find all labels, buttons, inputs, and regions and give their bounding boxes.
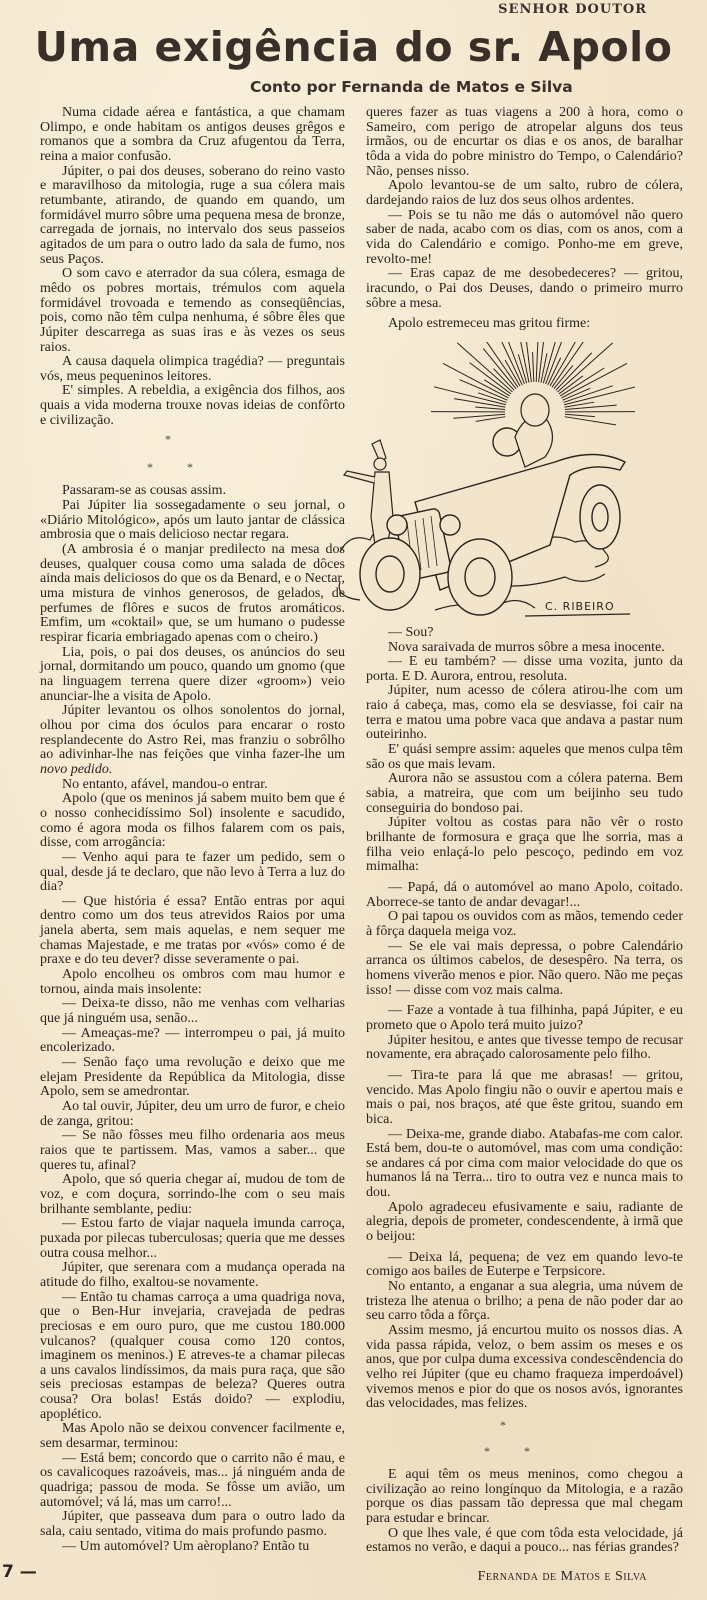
- sun-ray: [476, 417, 506, 422]
- paragraph: [40, 646, 345, 705]
- paragraph-text: Júpiter, num acesso de cólera atirou-lhe com um raio á cabeça, mas, como ela se desviasse, foi cair na terra e matou uma pobre vaca que andava a pastar num outeirinho.: [366, 683, 683, 743]
- paragraph-text: — Um automóvel? Um aèroplano? Então tu: [62, 1538, 310, 1554]
- paragraph: [40, 165, 345, 268]
- paragraph-text: — Pois se tu não me dás o automóvel não quero saber de nada, acabo com os dias, com os anos, com a vida do Calendário e comigo. Ponho-me em greve, revolto-me!: [366, 207, 683, 267]
- paragraph: [40, 1129, 345, 1173]
- paragraph: [40, 968, 345, 997]
- paragraph: [40, 895, 345, 968]
- messenger-figure: [344, 440, 393, 545]
- paragraph: [366, 1527, 683, 1556]
- paragraph: [366, 1069, 683, 1128]
- running-head: SENHOR DOUTOR: [498, 2, 647, 17]
- paragraph-text: — Faze a vontade à tua filhinha, papá Júpiter, e eu prometo que o Apolo terá muito juizo?: [366, 1003, 683, 1033]
- paragraph-text: Apolo, que só queria chegar aí, mudou de tom de voz, e com doçura, sorrindo-lhe com o seu mais brilhante semblante, pediu:: [40, 1172, 345, 1217]
- paragraph-text: Assim mesmo, já encurtou muito os nossos dias. A vida passa rápida, veloz, o bem assim os meses e os anos, que por culpa duma excessiva condescêndencia do velho rei Júpiter (que eu chamo fraqueza imperdoável) vivemos menos e pior do que os nosos avós, ignorantes das velocidades, mas felizes.: [366, 1323, 683, 1412]
- left-column-text-a: [40, 106, 345, 428]
- right-column-middle: [366, 626, 683, 1412]
- section-separator: *: [147, 460, 153, 475]
- paragraph: [40, 792, 345, 851]
- paragraph: [40, 1056, 345, 1100]
- paragraph-text: Júpiter levantou os olhos sonolentos do jornal, olhou por cima dos óculos para encarar o rosto resplandecente do Astro Rei, mas franziu o sobrôlho ao adivinhar-lhe nas feições que vinha fazer-lhe um: [40, 703, 345, 763]
- paragraph-text: — Que história é essa? Então entras por aqui dentro como um dos teus atrevidos Raios por uma janela aberta, sem mais aquelas, e nem sequer me chamas Majestade, e me tratas por «vós» como é de praxe e do teu dever? disse severamente o pai.: [40, 893, 345, 968]
- paragraph: [40, 267, 345, 355]
- paragraph-text: — Papá, dá o automóvel ao mano Apolo, coitado. Aborrece-se tanto de andar devagar!...: [366, 880, 683, 910]
- paragraph: [40, 1291, 345, 1423]
- sun-ray: [564, 387, 635, 405]
- paragraph: [366, 626, 683, 641]
- paragraph: [366, 655, 683, 684]
- right-column-top: [366, 106, 683, 332]
- paragraph-text: Numa cidade aérea e fantástica, a que chamam Olimpo, e onde habitam os antigos deuses grêgos e romanos que a sombra da Cruz afugentou da Terra, reina a maior confusão.: [40, 105, 345, 164]
- section-separator: *: [500, 1417, 506, 1432]
- sun-ray: [565, 414, 595, 416]
- apollo-figure: [515, 394, 553, 467]
- sun-ray: [539, 342, 548, 382]
- paragraph: [366, 1324, 683, 1412]
- paragraph: [366, 1468, 683, 1527]
- paragraph-text: — Sou?: [388, 624, 434, 640]
- sun-ray: [536, 342, 538, 382]
- paragraph: [40, 484, 345, 499]
- paragraph: [40, 1452, 345, 1511]
- paragraph: [366, 267, 683, 311]
- paragraph-text: A causa daquela olimpica tragédia? — preguntais vós, meus pequeninos leitores.: [40, 354, 345, 384]
- paragraph: [40, 1100, 345, 1129]
- sun-ray: [522, 342, 531, 382]
- emphasis-text: novo pedido.: [40, 761, 113, 777]
- paragraph-text: — Deixa-me, grande diabo. Atabafas-me com calor. Está bem, dou-te o automóvel, mas com uma condição: se andares cá por cima com maior velocidade do que os humanos lá na Terra... tiro to outra vez e nunca mais to dou.: [366, 1126, 683, 1201]
- section-separator: *: [165, 432, 171, 447]
- paragraph: [40, 1217, 345, 1261]
- paragraph: [40, 997, 345, 1026]
- paragraph-text: — Está bem; concordo que o carrito não é mau, e os cavalicoques razoáveis, mas... já ninguém anda de quadriga; passou de moda. Se fôsse um avião, um automóvel; vá lá, mas um carro!...: [40, 1450, 345, 1510]
- paragraph-text: — E eu também? — disse uma vozita, junto da porta. E D. Aurora, entrou, resoluta.: [366, 654, 683, 684]
- paragraph-text: Júpiter hesitou, e antes que tivesse tempo de recusar novamente, era abraçado calorosamente pelo filho.: [366, 1032, 683, 1063]
- paragraph: [40, 1173, 345, 1217]
- paragraph-text: Apolo (que os meninos já sabem muito bem que é o nosso conhecidíssimo Sol) insolente e sacudido, como é agora moda os filhos falarem com os pais, disse, com arrogância:: [40, 791, 345, 851]
- paragraph: [40, 1261, 345, 1290]
- paragraph: [366, 816, 683, 875]
- left-column-text-b: [40, 484, 345, 1554]
- paragraph: [40, 499, 345, 543]
- paragraph: [366, 317, 683, 332]
- paragraph-text: Apolo estremeceu mas gritou firme:: [388, 316, 591, 332]
- paragraph-text: — Deixa-te disso, não me venhas com velharias que já ninguém usa, senão...: [40, 996, 345, 1027]
- section-separator: *: [524, 1443, 530, 1458]
- sun-ray: [562, 363, 627, 398]
- illustrator-signature: C. RIBEIRO: [545, 599, 615, 613]
- paragraph-text: Apolo agradeceu efusivamente e saiu, radiante de alegria, depois de prometer, condescendente, à irmã que o beijou:: [366, 1199, 683, 1245]
- sun-ray: [443, 363, 508, 398]
- paragraph-text: Júpiter, o pai dos deuses, soberano do reino vasto e maravilhoso da mitologia, ruge a sua cólera mais retumbante, atirando, de quando em quando, um formidável murro sôbre uma pequena mesa de bronze, carregada de jornais, no intervalo dos seus passeios agitados de um para o outro lado da sala de fumo, nos seus Paços.: [40, 163, 345, 267]
- paragraph-text: — Se ele vai mais depressa, o pobre Calendário arranca os últimos cabelos, de desespêro. Na terra, os homens viverão menos e pior. Não quero. Não me peças isso! — disse com voz mais calma.: [366, 938, 683, 998]
- paragraph: [40, 1540, 345, 1555]
- paragraph-text: Ao tal ouvir, Júpiter, deu um urro de furor, e cheio de zanga, gritou:: [40, 1099, 345, 1129]
- paragraph-text: Passaram-se as cousas assim.: [62, 483, 227, 499]
- paragraph-text: — Estou farto de viajar naquela imunda carroça, puxada por pilecas tuberculosas; queria que me desses outra cousa melhor...: [40, 1216, 345, 1261]
- paragraph-text: — Venho aqui para te fazer um pedido, sem o qual, desde já te declaro, que não levo à Terra a luz do dia?: [40, 849, 345, 895]
- paragraph: [366, 881, 683, 910]
- paragraph-text: Mas Apolo não se deixou convencer facilmente e, sem desarmar, terminou:: [40, 1421, 345, 1452]
- article-title: Uma exigência do sr. Apolo: [34, 23, 673, 71]
- paragraph-text: — Senão faço uma revolução e deixo que me elejam Presidente da República da Mitologia, disse Apolo, sem se amedrontar.: [40, 1055, 345, 1100]
- paragraph-text: No entanto, afável, mandou-o entrar.: [62, 776, 268, 792]
- section-separator: *: [187, 460, 193, 475]
- paragraph-text: Apolo levantou-se de um salto, rubro de cólera, dardejando raios de luz dos seus olhos ardentes.: [366, 178, 683, 208]
- section-separator-block: [40, 428, 345, 484]
- sun-ray: [475, 407, 505, 410]
- paragraph: [40, 1510, 345, 1539]
- paragraph: [366, 684, 683, 743]
- paragraph-text: — Eras capaz de me desobedeceres? — gritou, iracundo, o Pai dos Deuses, dando o primeiro murro sôbre a mesa.: [366, 266, 683, 311]
- paragraph: [366, 1201, 683, 1245]
- sun-ray: [533, 352, 534, 382]
- paragraph: [40, 851, 345, 895]
- section-separator: *: [484, 1443, 490, 1458]
- paragraph: [40, 778, 345, 793]
- paragraph: [366, 940, 683, 999]
- paragraph: [366, 209, 683, 268]
- author-signature: Fernanda de Matos e Silva: [477, 1568, 647, 1584]
- paragraph-text: — Ameaças-me? — interrompeu o pai, já muito encolerizado.: [40, 1025, 345, 1056]
- sun-ray: [565, 417, 616, 425]
- paragraph: [366, 179, 683, 208]
- paragraph: [40, 543, 345, 646]
- paragraph: [40, 1027, 345, 1056]
- paragraph-text: Pai Júpiter lia sossegadamente o seu jornal, o «Diário Mitológico», após um lauto jantar de clássica ambrosia que o mais delicioso nectar regara.: [40, 498, 345, 543]
- paragraph-text: Júpiter, que passeava dum para o outro lado da sala, caiu sentado, vitima do mais profundo pasmo.: [40, 1509, 345, 1540]
- paragraph-text: O som cavo e aterrador da sua cólera, esmaga de mêdo os pobres mortais, trémulos com aquela formidável trovoada e temendo as conseqüências, pois, como não têm culpa nenhuma, é sôbre êles que Júpiter descarrega as suas iras e às vezes os seus raios.: [40, 266, 345, 355]
- paragraph: [40, 1422, 345, 1451]
- left-column: [2, 105, 346, 1583]
- paragraph: [366, 1280, 683, 1324]
- paragraph: [366, 1034, 683, 1063]
- right-column: [366, 106, 683, 1586]
- article-byline: Conto por Fernanda de Matos e Silva: [250, 78, 573, 96]
- paragraph: [40, 384, 345, 428]
- paragraph-text: No entanto, a enganar a sua alegria, uma núvem de tristeza lhe atenua o brilho; a pena de não poder dar ao seu carro tôda a fôrça.: [366, 1279, 683, 1324]
- sun-ray: [565, 402, 595, 407]
- paragraph: [40, 704, 345, 777]
- paragraph-text: E' simples. A rebeldia, a exigência dos filhos, aos quais a vida moderna trouxe novas ideias de confôrto e civilização.: [40, 383, 345, 428]
- paragraph-text: E' quási sempre assim: aqueles que menos culpa têm são os que mais levam.: [366, 742, 683, 772]
- section-separator-block: [366, 1412, 683, 1468]
- paragraph: [366, 641, 683, 656]
- paragraph-text: — Deixa lá, pequena; de vez em quando levo-te comigo aos bailes de Euterpe e Terpsicore.: [366, 1249, 683, 1280]
- paragraph: [366, 743, 683, 772]
- paragraph-text: queres fazer as tuas viagens a 200 à hora, como o Sameiro, com perigo de atropelar alguns dos teus irmãos, ou de encurtar os dias e os anos, de baralhar tôda a vida do pobre ministro do Tempo, o Calendário? Não, penses nisso.: [366, 105, 683, 179]
- paragraph: [366, 1004, 683, 1033]
- paragraph-text: Apolo encolheu os ombros com mau humor e tornou, ainda mais insolente:: [40, 967, 345, 997]
- paragraph-text: Júpiter, que serenara com a mudança operada na atitude do filho, exaltou-se novamente.: [40, 1260, 345, 1290]
- car: [360, 428, 625, 615]
- right-column-end: [366, 1468, 683, 1556]
- paragraph-text: Júpiter voltou as costas para não vêr o rosto brilhante de formosura e graça que lhe sorria, mas a filha veio enlaçá-lo pelo pescoço, pedindo em voz mimalha:: [366, 815, 683, 875]
- paragraph: [366, 772, 683, 816]
- page-number: 7 —: [2, 1562, 37, 1583]
- paragraph-text: E aqui têm os meus meninos, como chegou a civilização ao reino longínquo da Mitologia, e a razão porque os dias passam tão depressa que mal chegam para estudar e brincar.: [366, 1466, 683, 1526]
- paragraph-text: Lia, pois, o pai dos deuses, os anúncios do seu jornal, dormitando um pouco, quando um gnomo (que na linguagem terrena quere dizer «groom») veio anunciar-lhe a visita de Apolo.: [40, 644, 345, 704]
- paragraph: [366, 910, 683, 939]
- paragraph-text: (A ambrosia é o manjar predilecto na mesa dos deuses, qualquer cousa como uma salada de dôces ainda mais deliciosos do que os da Benard, e o Nectar, uma mistura de vinhos generosos, de gelados, de perfumes de flôres e sucos de frutos aromáticos. Emfim, um «coktail» que, se um humano o pudesse respirar ficaria embriagado apenas com o cheiro.): [40, 542, 346, 645]
- paragraph-text: O pai tapou os ouvidos com as mãos, temendo ceder à fôrça daquela meiga voz.: [366, 909, 683, 939]
- paragraph-text: Aurora não se assustou com a cólera paterna. Bem sabia, a matreira, que com um beijinho seu tudo conseguiria do bondoso pai.: [366, 771, 683, 816]
- paragraph: [40, 355, 345, 384]
- sun-ray: [434, 387, 506, 405]
- paragraph: [366, 1128, 683, 1201]
- paragraph-text: — Tira-te para lá que me abrasas! — gritou, vencido. Mas Apolo fingiu não o ouvir e apertou mais e mais o pai, nos braços, até que êste gritou, suando em bica.: [366, 1067, 683, 1127]
- paragraph: [366, 106, 683, 179]
- paragraph-text: — Então tu chamas carroça a uma quadriga nova, que o Ben-Hur invejaria, cravejada de pedras preciosas e em ouro puro, que me custou 180.000 vulcanos? (qualquer cousa como 120 contos, imaginem os meninos.) E atreves-te a chamar pilecas a uns cavalos lindíssimos, da mais pura raça, que são seis preciosas estampas de beleza? Queres outra cousa? Ora bolas! Estás doido? — explodiu, apoplético.: [40, 1289, 345, 1422]
- paragraph-text: O que lhes vale, é que com tôda esta velocidade, já estamos no verão, e daqui a pouco... nas férias grandes?: [366, 1525, 683, 1556]
- paragraph-text: Nova saraivada de murros sôbre a mesa inocente.: [388, 639, 665, 655]
- paragraph-text: — Se não fôsses meu filho ordenaria aos meus raios que te partissem. Mas, vamos a saber... que queres tu, afinal?: [40, 1128, 345, 1173]
- paragraph: [40, 106, 345, 165]
- illustration-apollo-car: [335, 342, 635, 622]
- paragraph: [366, 1251, 683, 1280]
